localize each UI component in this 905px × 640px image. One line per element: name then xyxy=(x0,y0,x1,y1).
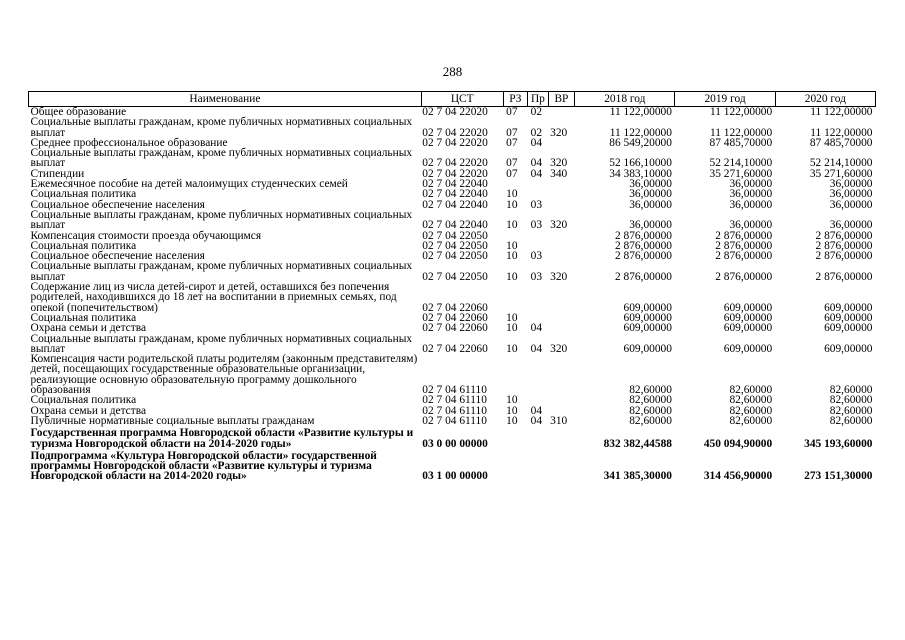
row-vr xyxy=(548,241,575,251)
table-row xyxy=(29,354,876,395)
header-vr: ВР xyxy=(548,92,575,107)
row-cst: 02 7 04 22020 xyxy=(422,126,488,139)
row-vr: 320 xyxy=(550,270,568,283)
row-rz: 10 xyxy=(506,322,518,335)
row-rz: 10 xyxy=(506,239,518,252)
row-rz: 10 xyxy=(506,394,518,407)
row-value-2020: 273 151,30000 xyxy=(804,470,873,483)
row-vr xyxy=(548,426,575,449)
row-value-2020: 36,00000 xyxy=(829,198,873,211)
row-value-2019: 314 456,90000 xyxy=(703,470,773,483)
row-value-2020: 82,60000 xyxy=(829,414,873,427)
row-value-2018: 34 383,10000 xyxy=(609,167,672,180)
row-value-2020: 609,00000 xyxy=(824,342,873,355)
row-value-2020: 52 214,10000 xyxy=(809,157,873,170)
table-row xyxy=(29,323,876,333)
row-value-2018: 11 122,00000 xyxy=(609,106,672,118)
row-cst: 02 7 04 22060 xyxy=(422,301,488,314)
row-value-2019: 82,60000 xyxy=(729,384,773,397)
row-name: Компенсация стоимости проезда обучающимся xyxy=(30,229,262,242)
row-value-2020: 36,00000 xyxy=(829,219,873,232)
row-value-2018: 86 549,20000 xyxy=(609,136,672,149)
row-name: Стипендии xyxy=(30,167,85,180)
row-value-2018: 2 876,00000 xyxy=(615,229,672,242)
row-pr: 04 xyxy=(530,136,543,149)
row-cst: 02 7 04 22040 xyxy=(422,198,488,211)
row-rz: 10 xyxy=(506,342,518,355)
row-cst: 03 0 00 00000 xyxy=(422,437,488,450)
row-value-2018: 52 166,10000 xyxy=(609,157,672,170)
row-cst: 02 7 04 61110 xyxy=(422,394,487,407)
row-name: Компенсация части родительской платы родителям (законным представителям) детей, посещающих государственные образовательные организации, реализующие основную образовательную программу дошкольного образования xyxy=(30,353,418,397)
row-pr: 02 xyxy=(530,126,543,139)
row-vr: 340 xyxy=(550,167,568,180)
row-value-2018: 36,00000 xyxy=(629,188,672,201)
row-value-2019: 36,00000 xyxy=(729,219,773,232)
row-name: Социальное обеспечение населения xyxy=(30,198,205,211)
row-vr xyxy=(548,107,575,118)
row-value-2019: 2 876,00000 xyxy=(715,250,773,263)
row-cst: 02 7 04 22050 xyxy=(422,239,488,252)
row-value-2020: 87 485,70000 xyxy=(809,136,873,149)
row-pr: 03 xyxy=(530,250,543,263)
row-value-2020: 2 876,00000 xyxy=(815,270,873,283)
row-name: Ежемесячное пособие на детей малоимущих студенческих семей xyxy=(30,178,348,191)
row-rz: 10 xyxy=(506,188,518,201)
row-value-2019: 52 214,10000 xyxy=(709,157,773,170)
row-name: Общее образование xyxy=(30,106,127,118)
row-rz: 10 xyxy=(506,404,518,417)
header-pr: Пр xyxy=(528,92,548,107)
row-value-2019: 2 876,00000 xyxy=(715,229,773,242)
row-value-2019: 609,00000 xyxy=(723,322,773,335)
row-pr: 04 xyxy=(530,157,543,170)
table-row xyxy=(29,282,876,313)
row-pr: 02 xyxy=(530,106,543,118)
row-value-2018: 36,00000 xyxy=(629,219,672,232)
row-cst: 02 7 04 22060 xyxy=(422,342,488,355)
row-rz: 10 xyxy=(506,219,518,232)
row-value-2018: 609,00000 xyxy=(623,322,672,335)
table-row xyxy=(29,334,876,355)
row-cst: 02 7 04 22050 xyxy=(422,250,488,263)
row-value-2020: 2 876,00000 xyxy=(815,250,873,263)
row-value-2019: 11 122,00000 xyxy=(709,126,773,139)
row-name: Социальная политика xyxy=(30,311,137,324)
header-cst: ЦСТ xyxy=(421,92,503,107)
row-rz: 10 xyxy=(506,270,518,283)
row-pr: 04 xyxy=(530,167,543,180)
row-value-2019: 609,00000 xyxy=(723,301,773,314)
row-value-2019: 609,00000 xyxy=(723,311,773,324)
row-name: Социальная политика xyxy=(30,394,137,407)
row-value-2019: 36,00000 xyxy=(729,178,773,191)
row-cst: 03 1 00 00000 xyxy=(422,470,488,483)
row-vr xyxy=(548,282,575,313)
row-value-2020: 82,60000 xyxy=(829,384,873,397)
row-value-2018: 832 382,44588 xyxy=(603,437,672,450)
row-vr xyxy=(548,395,575,405)
table-row xyxy=(29,426,876,449)
row-name: Подпрограмма «Культура Новгородской области» государственной программы Новгородской области «Развитие культуры и туризма Новгородской области на 2014-2020 годы» xyxy=(30,449,377,483)
row-value-2020: 82,60000 xyxy=(829,394,873,407)
row-value-2020: 345 193,60000 xyxy=(804,437,873,450)
row-vr: 310 xyxy=(550,414,568,427)
row-rz: 07 xyxy=(506,157,518,170)
row-vr: 320 xyxy=(550,126,568,139)
row-value-2019: 2 876,00000 xyxy=(715,239,773,252)
row-vr xyxy=(548,323,575,333)
row-name: Среднее профессиональное образование xyxy=(30,136,228,149)
row-pr xyxy=(528,449,548,482)
header-2018: 2018 год xyxy=(575,92,675,107)
row-name: Охрана семьи и детства xyxy=(30,404,146,417)
row-value-2020: 609,00000 xyxy=(824,311,873,324)
row-rz xyxy=(503,354,528,395)
row-pr xyxy=(528,354,548,395)
row-vr: 320 xyxy=(550,219,568,232)
table-row xyxy=(29,148,876,169)
header-rz: РЗ xyxy=(503,92,528,107)
row-value-2019: 36,00000 xyxy=(729,188,773,201)
table-row xyxy=(29,416,876,426)
row-vr: 320 xyxy=(550,342,568,355)
row-name: Социальная политика xyxy=(30,188,137,201)
header-2020: 2020 год xyxy=(775,92,875,107)
row-pr xyxy=(528,282,548,313)
row-vr: 320 xyxy=(550,157,568,170)
table-body xyxy=(29,107,876,482)
row-value-2019: 82,60000 xyxy=(729,404,773,417)
row-pr: 04 xyxy=(530,414,543,427)
row-vr xyxy=(548,200,575,210)
row-value-2019: 450 094,90000 xyxy=(703,437,773,450)
row-pr: 03 xyxy=(530,198,543,211)
row-value-2018: 82,60000 xyxy=(629,414,672,427)
row-value-2020: 2 876,00000 xyxy=(815,239,873,252)
row-rz: 10 xyxy=(506,311,518,324)
row-pr: 03 xyxy=(530,270,543,283)
row-pr: 04 xyxy=(530,404,543,417)
row-name: Публичные нормативные социальные выплаты гражданам xyxy=(30,414,315,427)
row-pr xyxy=(528,231,548,241)
row-rz xyxy=(503,449,528,482)
row-pr: 04 xyxy=(530,322,543,335)
row-value-2020: 11 122,00000 xyxy=(810,126,873,139)
table-header xyxy=(29,92,876,107)
row-rz: 07 xyxy=(506,136,518,149)
row-value-2020: 11 122,00000 xyxy=(810,106,873,118)
row-value-2020: 36,00000 xyxy=(829,178,873,191)
row-rz: 10 xyxy=(506,250,518,263)
row-rz: 10 xyxy=(506,198,518,211)
row-vr xyxy=(548,449,575,482)
row-value-2018: 82,60000 xyxy=(629,384,672,397)
row-vr xyxy=(548,189,575,199)
row-name: Социальные выплаты гражданам, кроме публичных нормативных социальных выплат xyxy=(30,332,413,355)
row-pr: 03 xyxy=(530,219,543,232)
row-value-2018: 2 876,00000 xyxy=(615,270,672,283)
row-value-2019: 11 122,00000 xyxy=(709,106,773,118)
row-cst: 02 7 04 22020 xyxy=(422,167,488,180)
table-row xyxy=(29,117,876,138)
row-value-2018: 82,60000 xyxy=(629,394,672,407)
header-name: Наименование xyxy=(29,92,422,107)
row-value-2018: 609,00000 xyxy=(623,342,672,355)
row-cst: 02 7 04 61110 xyxy=(422,404,487,417)
row-rz: 07 xyxy=(506,106,518,118)
row-value-2019: 36,00000 xyxy=(729,198,773,211)
row-cst: 02 7 04 22060 xyxy=(422,311,488,324)
row-pr xyxy=(528,179,548,189)
row-value-2018: 36,00000 xyxy=(629,198,672,211)
row-value-2019: 35 271,60000 xyxy=(709,167,773,180)
row-value-2019: 2 876,00000 xyxy=(715,270,773,283)
header-2019: 2019 год xyxy=(675,92,775,107)
row-rz: 07 xyxy=(506,126,518,139)
row-name: Охрана семьи и детства xyxy=(30,322,146,335)
row-name: Социальная политика xyxy=(30,239,137,252)
row-cst: 02 7 04 61110 xyxy=(422,384,487,397)
row-cst: 02 7 04 22040 xyxy=(422,219,488,232)
row-value-2018: 36,00000 xyxy=(629,178,672,191)
row-name: Социальные выплаты гражданам, кроме публичных нормативных социальных выплат xyxy=(30,116,413,139)
row-value-2019: 82,60000 xyxy=(729,394,773,407)
row-name: Содержание лиц из числа детей-сирот и детей, оставшихся без попечения родителей, находившихся до 18 лет на воспитании в приемных семьях, под опекой (попечительством) xyxy=(30,281,397,314)
row-cst: 02 7 04 22020 xyxy=(422,136,488,149)
row-value-2020: 2 876,00000 xyxy=(815,229,873,242)
row-value-2020: 609,00000 xyxy=(824,322,873,335)
row-pr xyxy=(528,426,548,449)
row-name: Социальные выплаты гражданам, кроме публичных нормативных социальных выплат xyxy=(30,208,413,232)
row-value-2018: 2 876,00000 xyxy=(615,250,672,263)
row-name: Социальные выплаты гражданам, кроме публичных нормативных социальных выплат xyxy=(30,260,413,283)
page-number: 288 xyxy=(442,64,463,79)
row-value-2018: 82,60000 xyxy=(629,404,672,417)
row-rz xyxy=(503,426,528,449)
row-cst: 02 7 04 22040 xyxy=(422,178,488,191)
table-row xyxy=(29,449,876,482)
row-value-2018: 11 122,00000 xyxy=(609,126,672,139)
row-cst: 02 7 04 22050 xyxy=(422,270,488,283)
row-rz: 10 xyxy=(506,414,518,427)
row-value-2020: 36,00000 xyxy=(829,188,873,201)
row-value-2020: 609,00000 xyxy=(824,301,873,314)
row-value-2019: 87 485,70000 xyxy=(709,136,773,149)
row-vr xyxy=(548,313,575,323)
row-cst: 02 7 04 22060 xyxy=(422,322,488,335)
row-vr xyxy=(548,138,575,148)
row-name: Социальное обеспечение населения xyxy=(30,250,205,263)
row-value-2020: 82,60000 xyxy=(829,404,873,417)
budget-table xyxy=(28,91,876,482)
row-cst: 02 7 04 22050 xyxy=(422,229,488,242)
table-row xyxy=(29,210,876,231)
row-value-2019: 609,00000 xyxy=(723,342,773,355)
table-row xyxy=(29,261,876,282)
row-value-2018: 341 385,30000 xyxy=(603,470,672,483)
row-vr xyxy=(548,354,575,395)
row-rz xyxy=(503,282,528,313)
row-cst: 02 7 04 22020 xyxy=(422,106,488,118)
row-value-2018: 609,00000 xyxy=(623,311,672,324)
row-value-2018: 609,00000 xyxy=(623,301,672,314)
row-vr xyxy=(548,251,575,261)
row-cst: 02 7 04 61110 xyxy=(422,414,487,427)
row-value-2020: 35 271,60000 xyxy=(809,167,873,180)
row-value-2019: 82,60000 xyxy=(729,414,773,427)
row-vr xyxy=(548,231,575,241)
row-cst: 02 7 04 22020 xyxy=(422,157,488,170)
row-cst: 02 7 04 22040 xyxy=(422,188,488,201)
row-rz: 07 xyxy=(506,167,518,180)
row-value-2018: 2 876,00000 xyxy=(615,239,672,252)
row-name: Государственная программа Новгородской области «Развитие культуры и туризма Новгородской области на 2014-2020 годы» xyxy=(30,427,414,450)
row-pr: 04 xyxy=(530,342,543,355)
row-name: Социальные выплаты гражданам, кроме публичных нормативных социальных выплат xyxy=(30,147,413,170)
row-vr xyxy=(548,179,575,189)
